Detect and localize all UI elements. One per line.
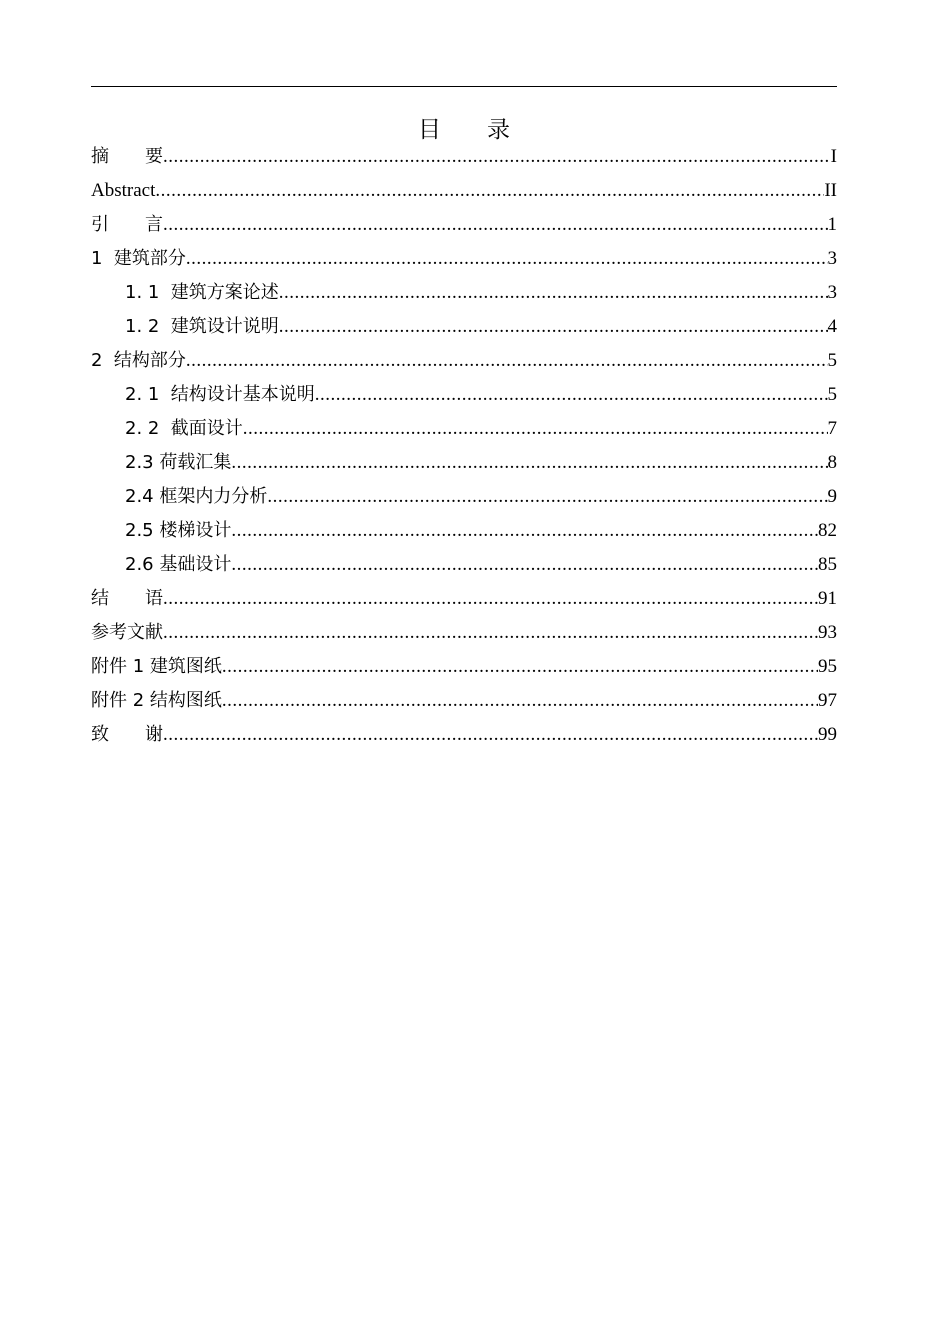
toc-entry-page: I	[830, 146, 837, 167]
toc-entry-page: 95	[818, 656, 837, 677]
toc-entry-label: 附件 2 结构图纸	[91, 690, 222, 711]
header-rule	[91, 86, 837, 87]
dot-leader	[222, 650, 818, 684]
toc-entry-acknowledgements[interactable]	[91, 718, 837, 752]
dot-leader	[186, 242, 828, 276]
toc-entry-label: 2.4 框架内力分析	[125, 486, 268, 507]
toc-entry-label: 2.6 基础设计	[125, 554, 232, 575]
dot-leader	[279, 276, 828, 310]
toc-entry-label: 2.5 楼梯设计	[125, 520, 232, 541]
toc-entry-page: II	[824, 180, 837, 201]
toc-entry-page: 85	[818, 554, 837, 575]
toc-entry-label: 结 语	[91, 588, 163, 609]
toc-entry-page: 7	[827, 418, 837, 439]
toc-entry-chapter-1[interactable]	[91, 242, 837, 276]
toc-entry-page: 8	[827, 452, 837, 473]
toc-entry-page: 3	[827, 248, 837, 269]
toc-entry-page: 3	[827, 282, 837, 303]
toc-entry-chapter-2[interactable]	[91, 344, 837, 378]
toc-entry-label: 致 谢	[91, 724, 163, 745]
toc-entry-label: 附件 1 建筑图纸	[91, 656, 222, 677]
toc-entry-introduction[interactable]	[91, 208, 837, 242]
toc-entry-label: 参考文献	[91, 622, 163, 643]
dot-leader	[231, 446, 827, 480]
dot-leader	[279, 310, 828, 344]
toc-entry-section-1-1[interactable]	[91, 276, 837, 310]
toc-entry-label: Abstract	[91, 180, 156, 201]
toc-entry-page: 91	[818, 588, 837, 609]
toc-entry-conclusion[interactable]	[91, 582, 837, 616]
toc-entry-page: 5	[827, 384, 837, 405]
toc-entry-section-2-4[interactable]	[91, 480, 837, 514]
toc-entry-references[interactable]	[91, 616, 837, 650]
toc-entry-label: 2. 1 结构设计基本说明	[125, 384, 315, 405]
toc-entry-page: 99	[818, 724, 837, 745]
toc-entry-appendix-2[interactable]	[91, 684, 837, 718]
toc-entry-page: 4	[827, 316, 837, 337]
toc-entry-section-1-2[interactable]	[91, 310, 837, 344]
toc-entry-page: 1	[827, 214, 837, 235]
dot-leader	[315, 378, 828, 412]
toc-entry-label: 2 结构部分	[91, 350, 186, 371]
toc-entry-page: 93	[818, 622, 837, 643]
dot-leader	[231, 514, 818, 548]
toc-entry-label: 2.3 荷载汇集	[125, 452, 232, 473]
toc-entry-label: 摘 要	[91, 146, 163, 167]
dot-leader	[163, 208, 828, 242]
toc-entry-page: 9	[827, 486, 837, 507]
toc-entry-appendix-1[interactable]	[91, 650, 837, 684]
dot-leader	[222, 684, 818, 718]
toc-entry-section-2-3[interactable]	[91, 446, 837, 480]
toc-entry-abstract-en[interactable]	[91, 174, 837, 208]
toc-entry-section-2-5[interactable]	[91, 514, 837, 548]
dot-leader	[243, 412, 828, 446]
dot-leader	[231, 548, 818, 582]
toc-entry-section-2-6[interactable]	[91, 548, 837, 582]
toc-entry-abstract-cn[interactable]	[91, 140, 837, 174]
dot-leader	[163, 140, 831, 174]
dot-leader	[155, 174, 824, 208]
toc-entry-label: 引 言	[91, 214, 163, 235]
toc-entry-label: 1 建筑部分	[91, 248, 186, 269]
toc-entry-page: 82	[818, 520, 837, 541]
toc-list	[91, 140, 837, 752]
dot-leader	[163, 582, 818, 616]
toc-entry-section-2-1[interactable]	[91, 378, 837, 412]
dot-leader	[186, 344, 828, 378]
toc-title: 目 录	[418, 117, 510, 143]
dot-leader	[267, 480, 827, 514]
toc-entry-label: 2. 2 截面设计	[125, 418, 243, 439]
toc-entry-page: 5	[827, 350, 837, 371]
toc-entry-label: 1. 2 建筑设计说明	[125, 316, 279, 337]
toc-entry-label: 1. 1 建筑方案论述	[125, 282, 279, 303]
toc-entry-section-2-2[interactable]	[91, 412, 837, 446]
toc-entry-page: 97	[818, 690, 837, 711]
dot-leader	[163, 616, 818, 650]
dot-leader	[163, 718, 818, 752]
